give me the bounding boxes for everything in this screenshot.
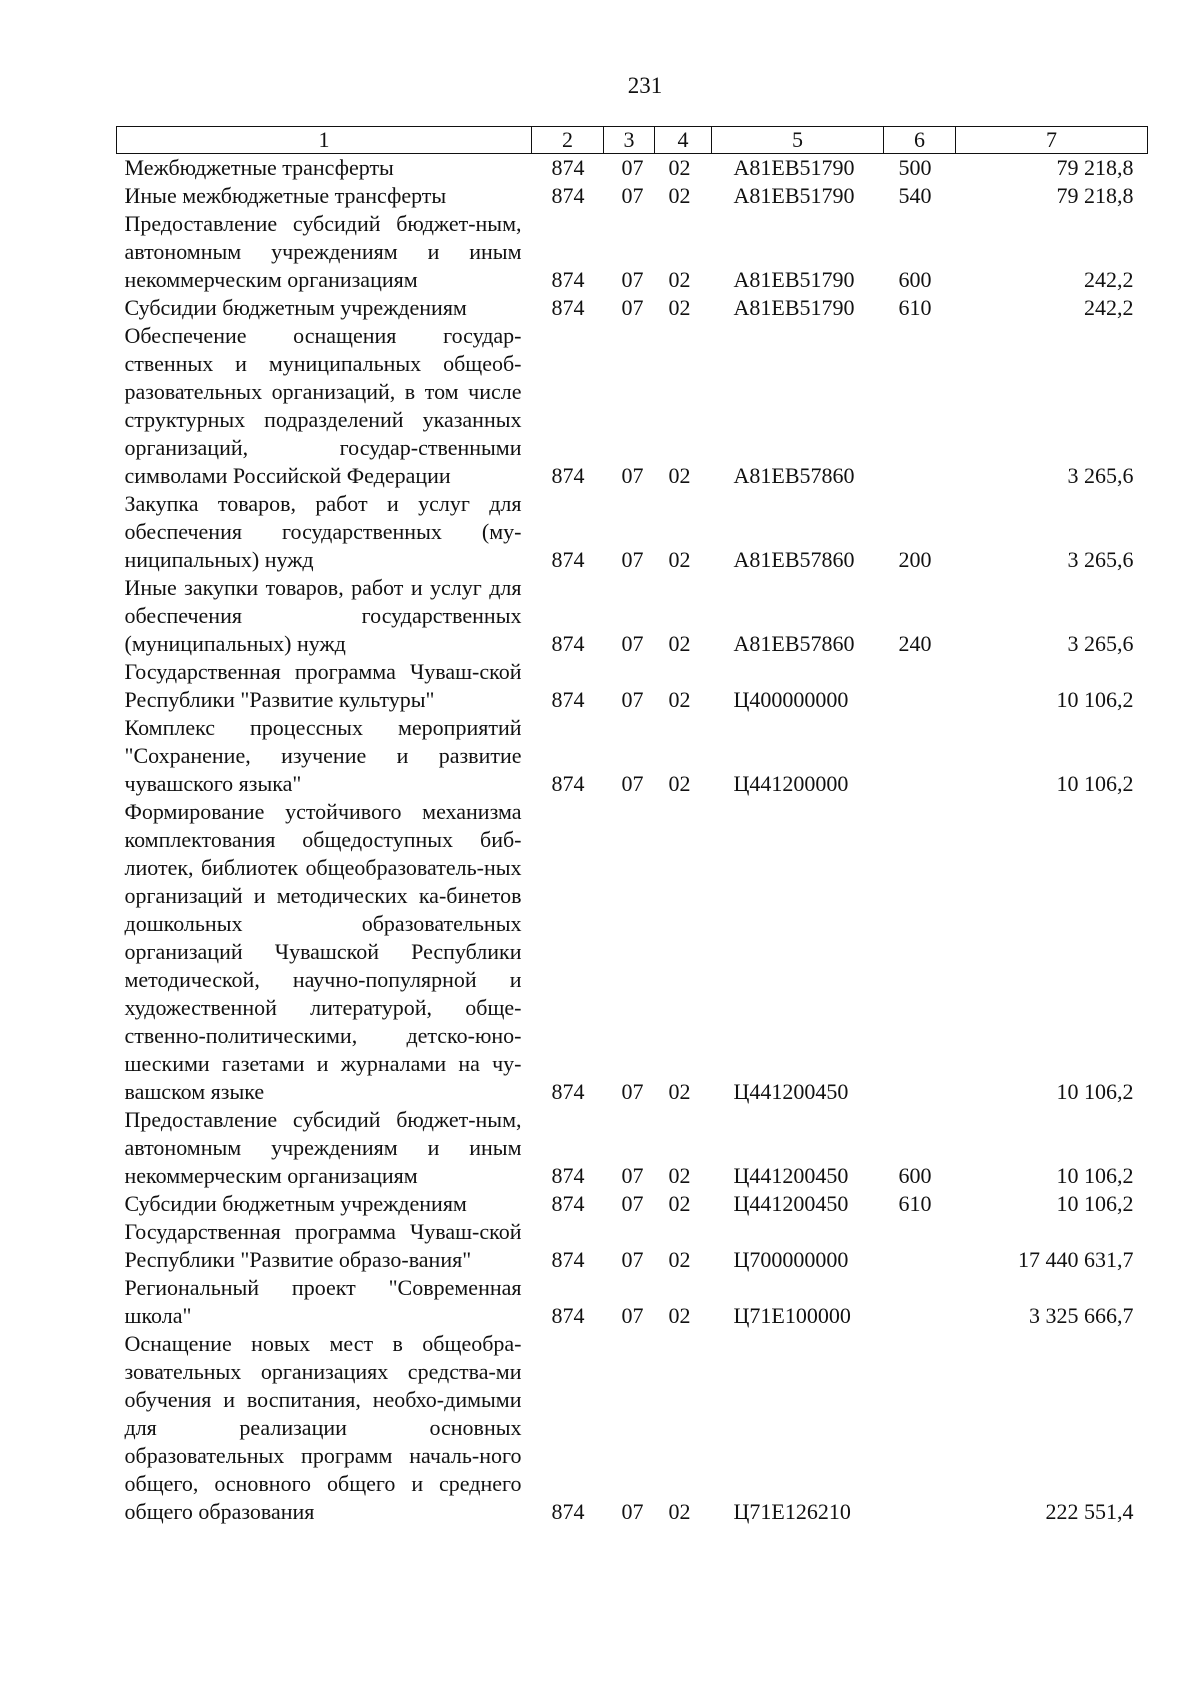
row-subsection: 02 (668, 771, 691, 796)
row-section: 07 (621, 463, 644, 488)
table-row (117, 574, 1148, 658)
row-code: 874 (551, 1499, 585, 1524)
row-subsection: 02 (668, 295, 691, 320)
table-row (117, 1218, 1148, 1274)
row-section: 07 (621, 771, 644, 796)
row-code: 874 (551, 155, 585, 180)
row-expense-type (884, 1330, 956, 1526)
row-target: A81EB57860 (733, 547, 855, 572)
row-subsection: 02 (668, 631, 691, 656)
header-col-target: 5 (712, 127, 884, 154)
row-amount: 10 106,2 (1056, 1163, 1134, 1188)
row-code: 874 (551, 1163, 585, 1188)
row-target: A81EB51790 (733, 267, 855, 292)
row-subsection: 02 (668, 463, 691, 488)
row-subsection: 02 (668, 1163, 691, 1188)
table-row (117, 490, 1148, 574)
row-amount: 242,2 (1084, 267, 1134, 292)
budget-table (116, 126, 1148, 1526)
table-row (117, 658, 1148, 714)
table-row (117, 1106, 1148, 1190)
row-subsection: 02 (668, 1191, 691, 1216)
row-expense-type: 240 (898, 631, 932, 656)
row-name: Государственная программа Чуваш-ской Республики "Развитие образо-вания" (124, 1219, 522, 1272)
row-code: 874 (551, 687, 585, 712)
row-subsection: 02 (668, 547, 691, 572)
table-body (117, 154, 1148, 1527)
row-name: Региональный проект "Современная школа" (124, 1275, 522, 1328)
row-section: 07 (621, 1247, 644, 1272)
row-target: Ц441200450 (733, 1079, 849, 1104)
row-name: Предоставление субсидий бюджет-ным, автономным учреждениям и иным некоммерческим организациям (124, 1107, 522, 1188)
row-expense-type: 600 (898, 267, 932, 292)
table-row (117, 798, 1148, 1106)
row-target: A81EB57860 (733, 631, 855, 656)
header-col-expense-type: 6 (884, 127, 956, 154)
row-subsection: 02 (668, 1079, 691, 1104)
row-section: 07 (621, 687, 644, 712)
row-amount: 3 265,6 (1067, 547, 1134, 572)
row-code: 874 (551, 771, 585, 796)
row-subsection: 02 (668, 1499, 691, 1524)
row-target: Ц700000000 (733, 1247, 849, 1272)
row-amount: 17 440 631,7 (1018, 1247, 1134, 1272)
row-name: Иные межбюджетные трансферты (124, 183, 447, 208)
row-name: Предоставление субсидий бюджет-ным, автономным учреждениям и иным некоммерческим организациям (124, 211, 522, 292)
row-amount: 79 218,8 (1056, 155, 1134, 180)
row-subsection: 02 (668, 267, 691, 292)
row-section: 07 (621, 267, 644, 292)
row-expense-type (884, 1274, 956, 1330)
row-subsection: 02 (668, 183, 691, 208)
table-header (117, 127, 1148, 154)
row-target: A81EB57860 (733, 463, 855, 488)
table-row (117, 182, 1148, 210)
table-row (117, 714, 1148, 798)
row-code: 874 (551, 1247, 585, 1272)
header-row (117, 127, 1148, 154)
row-name: Закупка товаров, работ и услуг для обеспечения государственных (му-ниципальных) нужд (124, 491, 522, 572)
row-target: Ц400000000 (733, 687, 849, 712)
row-section: 07 (621, 1499, 644, 1524)
row-expense-type: 610 (898, 1191, 932, 1216)
row-name: Оснащение новых мест в общеобра-зовательных организациях средства-ми обучения и воспитания, необхо-димыми для реализации основных образовательных программ началь-ного общего, основного общего и среднего общего образования (124, 1331, 522, 1524)
row-target: Ц441200450 (733, 1163, 849, 1188)
row-code: 874 (551, 631, 585, 656)
row-amount: 10 106,2 (1056, 771, 1134, 796)
row-code: 874 (551, 1303, 585, 1328)
row-subsection: 02 (668, 1247, 691, 1272)
row-name: Обеспечение оснащения государ-ственных и муниципальных общеоб-разовательных организаций, в том числе структурных подразделений указанных организаций, государ-ственными символами Российской Федерации (124, 323, 522, 488)
row-target: A81EB51790 (733, 295, 855, 320)
table-row (117, 1190, 1148, 1218)
row-code: 874 (551, 547, 585, 572)
row-target: A81EB51790 (733, 155, 855, 180)
row-subsection: 02 (668, 1303, 691, 1328)
row-subsection: 02 (668, 155, 691, 180)
row-name: Комплекс процессных мероприятий "Сохранение, изучение и развитие чувашского языка" (124, 715, 522, 796)
row-amount: 10 106,2 (1056, 687, 1134, 712)
table-row (117, 1330, 1148, 1526)
table-row (117, 154, 1148, 183)
row-amount: 242,2 (1084, 295, 1134, 320)
row-target: Ц71E100000 (733, 1303, 851, 1328)
row-expense-type (884, 658, 956, 714)
row-amount: 3 265,6 (1067, 463, 1134, 488)
row-target: Ц71E126210 (733, 1499, 851, 1524)
header-col-subsection: 4 (655, 127, 712, 154)
row-name: Субсидии бюджетным учреждениям (124, 1191, 467, 1216)
row-expense-type (884, 1218, 956, 1274)
row-section: 07 (621, 1303, 644, 1328)
row-code: 874 (551, 295, 585, 320)
row-expense-type: 600 (898, 1163, 932, 1188)
table-row (117, 322, 1148, 490)
row-section: 07 (621, 631, 644, 656)
row-target: Ц441200450 (733, 1191, 849, 1216)
row-expense-type (884, 322, 956, 490)
row-amount: 3 325 666,7 (1029, 1303, 1134, 1328)
row-amount: 3 265,6 (1067, 631, 1134, 656)
page-number: 231 (627, 73, 663, 98)
row-section: 07 (621, 1191, 644, 1216)
row-name: Формирование устойчивого механизма комплектования общедоступных биб-лиотек, библиотек общеобразователь-ных организаций и методических ка-бинетов дошкольных образовательных организаций Чувашской Республики методической, научно-популярной и художественной литературой, обще-ственно-политическими, детско-юно-шескими газетами и журналами на чу-вашском языке (124, 799, 522, 1104)
row-code: 874 (551, 463, 585, 488)
row-expense-type (884, 798, 956, 1106)
row-name: Иные закупки товаров, работ и услуг для обеспечения государственных (муниципальных) нужд (124, 575, 522, 656)
row-name: Государственная программа Чуваш-ской Республики "Развитие культуры" (124, 659, 522, 712)
row-section: 07 (621, 1079, 644, 1104)
row-section: 07 (621, 1163, 644, 1188)
row-code: 874 (551, 1191, 585, 1216)
row-amount: 10 106,2 (1056, 1079, 1134, 1104)
row-code: 874 (551, 1079, 585, 1104)
row-code: 874 (551, 267, 585, 292)
row-expense-type: 200 (898, 547, 932, 572)
row-amount: 222 551,4 (1045, 1499, 1134, 1524)
table-row (117, 1274, 1148, 1330)
row-code: 874 (551, 183, 585, 208)
header-col-name: 1 (117, 127, 532, 154)
row-expense-type: 610 (898, 295, 932, 320)
row-subsection: 02 (668, 687, 691, 712)
row-section: 07 (621, 183, 644, 208)
row-section: 07 (621, 155, 644, 180)
header-col-amount: 7 (956, 127, 1148, 154)
row-amount: 79 218,8 (1056, 183, 1134, 208)
row-section: 07 (621, 295, 644, 320)
row-expense-type: 540 (898, 183, 932, 208)
row-target: Ц441200000 (733, 771, 849, 796)
header-col-code: 2 (532, 127, 604, 154)
table-row (117, 294, 1148, 322)
row-section: 07 (621, 547, 644, 572)
row-target: A81EB51790 (733, 183, 855, 208)
row-name: Субсидии бюджетным учреждениям (124, 295, 467, 320)
row-amount: 10 106,2 (1056, 1191, 1134, 1216)
header-col-section: 3 (604, 127, 655, 154)
table-row (117, 210, 1148, 294)
row-expense-type: 500 (898, 155, 932, 180)
row-expense-type (884, 714, 956, 798)
row-name: Межбюджетные трансферты (124, 155, 394, 180)
